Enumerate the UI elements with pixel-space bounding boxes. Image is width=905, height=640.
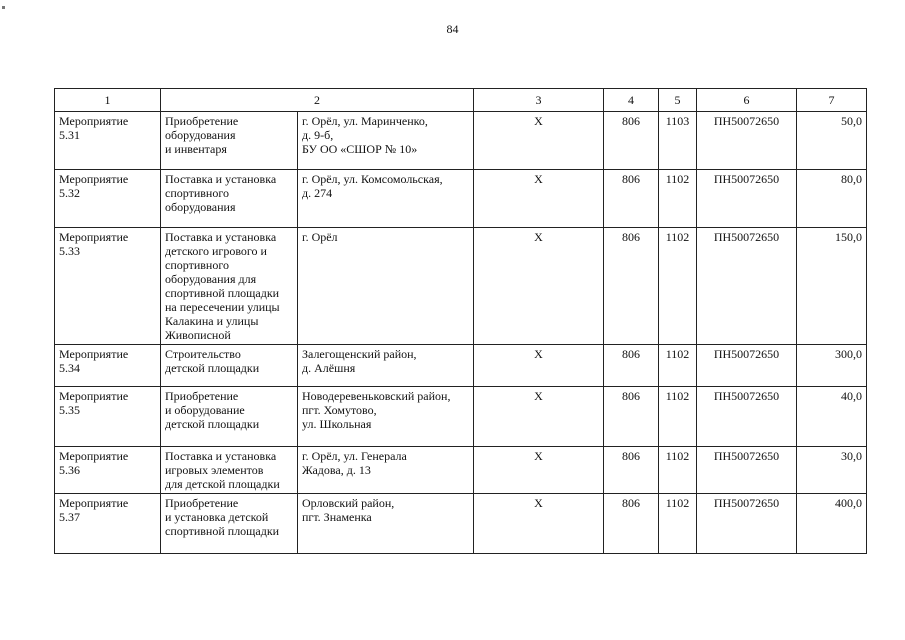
header-col-3: 3 (474, 89, 604, 112)
col3-cell: Х (474, 345, 604, 387)
col4-cell: 806 (604, 494, 659, 554)
col4-cell: 806 (604, 447, 659, 494)
col3-cell: Х (474, 494, 604, 554)
event-cell: Мероприятие 5.37 (55, 494, 161, 554)
table-row (55, 447, 867, 494)
place-cell: г. Орёл, ул. Генерала Жадова, д. 13 (298, 447, 474, 494)
place-cell: Новодеревеньковский район, пгт. Хомутово, ул. Школьная (298, 387, 474, 447)
action-cell: Строительство детской площадки (161, 345, 298, 387)
action-cell: Приобретение и оборудование детской площадки (161, 387, 298, 447)
header-col-4: 4 (604, 89, 659, 112)
event-cell: Мероприятие 5.31 (55, 112, 161, 170)
col5-cell: 1102 (659, 387, 697, 447)
col7-cell: 30,0 (797, 447, 867, 494)
header-col-7: 7 (797, 89, 867, 112)
col5-cell: 1103 (659, 112, 697, 170)
col6-cell: ПН50072650 (697, 228, 797, 345)
header-col-1: 1 (55, 89, 161, 112)
table-row (55, 170, 867, 228)
action-cell: Поставка и установка детского игрового и спортивного оборудования для спортивной площадки на пересечении улицы Калакина и улицы Живописной (161, 228, 298, 345)
events-table (54, 88, 867, 554)
col5-cell: 1102 (659, 170, 697, 228)
header-col-2: 2 (161, 89, 474, 112)
event-cell: Мероприятие 5.34 (55, 345, 161, 387)
event-cell: Мероприятие 5.36 (55, 447, 161, 494)
col4-cell: 806 (604, 112, 659, 170)
col6-cell: ПН50072650 (697, 345, 797, 387)
action-cell: Поставка и установка спортивного оборудования (161, 170, 298, 228)
table-row (55, 345, 867, 387)
action-cell: Приобретение оборудования и инвентаря (161, 112, 298, 170)
place-cell: Залегощенский район, д. Алёшня (298, 345, 474, 387)
col6-cell: ПН50072650 (697, 494, 797, 554)
col5-cell: 1102 (659, 494, 697, 554)
event-cell: Мероприятие 5.35 (55, 387, 161, 447)
col7-cell: 300,0 (797, 345, 867, 387)
header-row (55, 89, 867, 112)
action-cell: Приобретение и установка детской спортивной площадки (161, 494, 298, 554)
col5-cell: 1102 (659, 345, 697, 387)
col4-cell: 806 (604, 345, 659, 387)
table-row (55, 387, 867, 447)
action-cell: Поставка и установка игровых элементов для детской площадки (161, 447, 298, 494)
table-row (55, 112, 867, 170)
col7-cell: 400,0 (797, 494, 867, 554)
col4-cell: 806 (604, 228, 659, 345)
col4-cell: 806 (604, 387, 659, 447)
place-cell: г. Орёл, ул. Маринченко, д. 9-б, БУ ОО «СШОР № 10» (298, 112, 474, 170)
col4-cell: 806 (604, 170, 659, 228)
header-col-6: 6 (697, 89, 797, 112)
col7-cell: 80,0 (797, 170, 867, 228)
col6-cell: ПН50072650 (697, 447, 797, 494)
col3-cell: Х (474, 112, 604, 170)
event-cell: Мероприятие 5.32 (55, 170, 161, 228)
col3-cell: Х (474, 387, 604, 447)
place-cell: г. Орёл, ул. Комсомольская, д. 274 (298, 170, 474, 228)
col5-cell: 1102 (659, 228, 697, 345)
col3-cell: Х (474, 447, 604, 494)
col7-cell: 50,0 (797, 112, 867, 170)
col7-cell: 150,0 (797, 228, 867, 345)
col6-cell: ПН50072650 (697, 112, 797, 170)
header-col-5: 5 (659, 89, 697, 112)
col3-cell: Х (474, 228, 604, 345)
table-row (55, 228, 867, 345)
col3-cell: Х (474, 170, 604, 228)
col7-cell: 40,0 (797, 387, 867, 447)
table-row (55, 494, 867, 554)
col5-cell: 1102 (659, 447, 697, 494)
place-cell: г. Орёл (298, 228, 474, 345)
col6-cell: ПН50072650 (697, 170, 797, 228)
page-number: 84 (446, 22, 459, 36)
event-cell: Мероприятие 5.33 (55, 228, 161, 345)
col6-cell: ПН50072650 (697, 387, 797, 447)
scan-speck (2, 6, 5, 9)
place-cell: Орловский район, пгт. Знаменка (298, 494, 474, 554)
